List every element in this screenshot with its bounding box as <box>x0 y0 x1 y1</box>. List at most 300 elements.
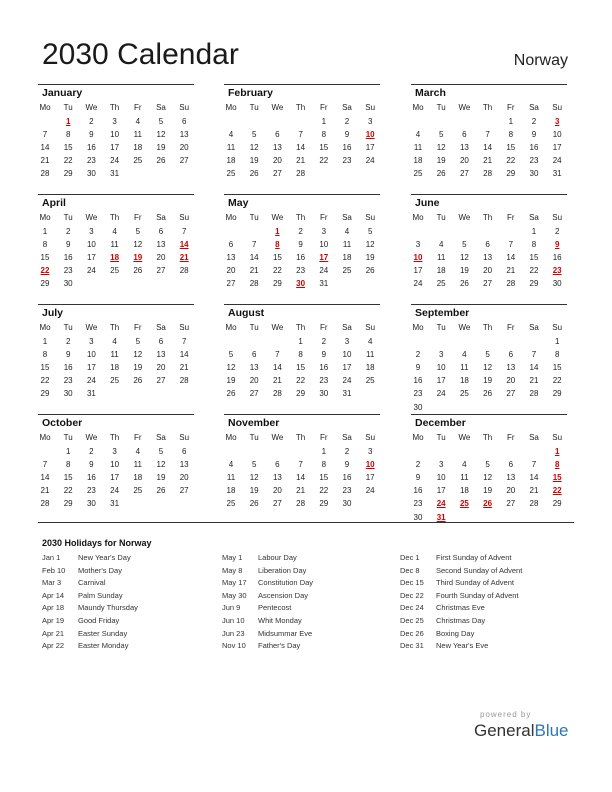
weekday-header: Tu <box>436 103 446 112</box>
day-cell: 1 <box>42 337 48 346</box>
holiday-date: Jun 9 <box>222 603 241 613</box>
holiday-name: Ascension Day <box>258 590 309 600</box>
day-cell: 16 <box>319 363 329 373</box>
day-cell: 29 <box>40 279 50 289</box>
day-cell: 14 <box>529 363 539 373</box>
powered-by-label: powered by <box>480 710 532 719</box>
day-cell: 6 <box>181 117 187 126</box>
divider <box>38 522 574 523</box>
holiday-day: 8 <box>554 460 560 470</box>
weekday-header: Su <box>552 323 563 332</box>
day-cell: 20 <box>156 253 166 263</box>
day-cell: 8 <box>508 130 514 140</box>
month-name: December <box>415 417 466 429</box>
holiday-entry <box>42 616 138 629</box>
weekday-header: Su <box>179 433 190 442</box>
day-cell: 26 <box>459 279 469 289</box>
day-cell: 2 <box>321 337 327 346</box>
day-cell: 12 <box>483 473 493 483</box>
day-cell: 13 <box>179 130 189 140</box>
weekday-header: Fr <box>320 213 328 222</box>
day-cell: 17 <box>86 363 96 373</box>
holiday-day: 9 <box>554 240 560 250</box>
country-name: Norway <box>513 52 568 69</box>
day-cell: 1 <box>508 117 514 126</box>
holiday-day: 18 <box>110 253 120 263</box>
day-cell: 15 <box>63 143 73 153</box>
day-cell: 5 <box>228 350 234 360</box>
day-cell: 18 <box>133 143 143 153</box>
day-cell: 19 <box>459 266 469 276</box>
day-cell: 9 <box>89 130 94 140</box>
day-cell: 15 <box>319 473 329 483</box>
day-cell: 18 <box>133 473 143 483</box>
day-cell: 10 <box>342 350 352 360</box>
day-cell: 13 <box>272 143 282 153</box>
day-cell: 13 <box>179 460 189 470</box>
day-cell: 21 <box>529 376 539 386</box>
weekday-header: We <box>85 433 98 442</box>
day-cell: 20 <box>272 486 282 496</box>
day-cell: 24 <box>365 156 375 166</box>
weekday-header: Mo <box>39 213 51 222</box>
day-cell: 4 <box>228 130 234 140</box>
weekday-header: Sa <box>342 213 352 222</box>
weekday-header: Th <box>109 433 120 442</box>
holiday-entry <box>42 578 138 591</box>
holiday-name: Easter Monday <box>78 641 129 651</box>
day-cell: 15 <box>529 253 539 263</box>
day-cell: 23 <box>319 376 329 386</box>
day-cell: 14 <box>296 143 306 153</box>
day-cell: 28 <box>296 169 306 179</box>
holiday-date: Dec 25 <box>400 615 424 625</box>
weekday-header: Tu <box>249 213 259 222</box>
day-cell: 2 <box>298 227 303 236</box>
holiday-entry <box>400 603 522 616</box>
holiday-day: 31 <box>436 512 446 522</box>
holiday-entry <box>42 603 138 616</box>
day-cell: 3 <box>367 447 373 456</box>
holiday-entry <box>400 566 522 579</box>
day-cell: 10 <box>86 240 96 250</box>
holiday-column <box>400 553 522 654</box>
holiday-name: New Year's Day <box>78 553 131 562</box>
brand-general: General <box>474 721 535 740</box>
day-cell: 19 <box>436 156 446 166</box>
day-cell: 23 <box>296 266 306 276</box>
month-june <box>411 194 567 301</box>
month-december <box>411 414 567 521</box>
day-cell: 17 <box>436 376 446 386</box>
holiday-entry <box>400 641 522 654</box>
day-cell: 23 <box>413 499 423 509</box>
day-cell: 17 <box>342 363 352 373</box>
month-name: November <box>228 417 280 429</box>
month-april <box>38 194 194 301</box>
holiday-entry <box>400 629 522 642</box>
holiday-day: 10 <box>365 130 375 140</box>
weekday-header: Fr <box>134 433 142 442</box>
day-cell: 7 <box>531 460 537 470</box>
day-cell: 20 <box>179 143 189 153</box>
day-cell: 24 <box>436 389 446 399</box>
day-cell: 14 <box>296 473 306 483</box>
day-cell: 26 <box>156 156 166 166</box>
weekday-header: Su <box>552 213 563 222</box>
day-cell: 16 <box>86 143 96 153</box>
day-cell: 2 <box>415 350 421 360</box>
day-cell: 26 <box>436 169 446 179</box>
month-july <box>38 304 194 411</box>
day-cell: 6 <box>275 460 280 470</box>
day-cell: 6 <box>275 130 280 140</box>
day-cell: 12 <box>156 130 166 140</box>
holiday-date: Apr 21 <box>42 628 65 638</box>
holiday-date: Dec 8 <box>400 565 420 575</box>
holiday-entry <box>222 641 313 654</box>
holiday-day: 24 <box>436 499 446 509</box>
months-grid <box>38 84 574 524</box>
weekday-header: Fr <box>134 213 142 222</box>
holiday-entry <box>222 553 313 566</box>
weekday-header: Su <box>365 103 376 112</box>
day-cell: 23 <box>86 156 96 166</box>
holiday-name: Maundy Thursday <box>78 603 138 613</box>
weekday-header: Mo <box>39 433 51 442</box>
weekday-header: Mo <box>225 103 237 112</box>
day-cell: 10 <box>436 363 446 373</box>
generalblue-logo[interactable] <box>474 721 569 741</box>
day-cell: 2 <box>531 117 537 126</box>
month-name: June <box>415 197 440 209</box>
holiday-day: 30 <box>296 279 306 289</box>
day-cell: 12 <box>133 350 143 360</box>
day-cell: 19 <box>249 156 259 166</box>
day-cell: 5 <box>438 130 444 140</box>
day-cell: 1 <box>321 447 327 456</box>
day-cell: 11 <box>437 253 446 263</box>
day-cell: 22 <box>529 266 539 276</box>
day-cell: 9 <box>531 130 537 140</box>
day-cell: 1 <box>65 447 71 456</box>
day-cell: 7 <box>181 337 187 346</box>
weekday-header: We <box>271 323 284 332</box>
holiday-entry <box>222 616 313 629</box>
holiday-day: 10 <box>413 253 423 263</box>
day-cell: 25 <box>133 486 143 496</box>
weekday-header: Su <box>552 103 563 112</box>
day-cell: 30 <box>552 279 562 289</box>
day-cell: 25 <box>226 169 236 179</box>
weekday-header: We <box>271 213 284 222</box>
day-cell: 30 <box>319 389 329 399</box>
holiday-day: 1 <box>275 227 280 236</box>
day-cell: 24 <box>552 156 562 166</box>
holiday-day: 21 <box>179 253 189 263</box>
holiday-name: Third Sunday of Advent <box>436 578 514 588</box>
day-cell: 20 <box>506 376 516 386</box>
day-cell: 6 <box>181 447 187 456</box>
day-cell: 30 <box>529 169 539 179</box>
day-cell: 9 <box>65 240 71 250</box>
day-cell: 9 <box>65 350 71 360</box>
day-cell: 6 <box>508 460 514 470</box>
day-cell: 26 <box>133 376 143 386</box>
day-cell: 30 <box>413 512 423 522</box>
day-cell: 31 <box>342 389 352 399</box>
holiday-date: Dec 1 <box>400 553 420 562</box>
day-cell: 4 <box>462 350 467 360</box>
day-cell: 28 <box>506 279 516 289</box>
weekday-header: Tu <box>249 323 259 332</box>
day-cell: 8 <box>42 240 48 250</box>
day-cell: 20 <box>249 376 259 386</box>
holiday-date: Dec 22 <box>400 590 424 600</box>
holiday-date: Apr 18 <box>42 603 65 613</box>
day-cell: 20 <box>483 266 493 276</box>
day-cell: 3 <box>367 117 373 126</box>
holiday-name: Carnival <box>78 578 106 588</box>
day-cell: 4 <box>112 227 117 236</box>
month-september <box>411 304 567 411</box>
day-cell: 7 <box>485 130 490 140</box>
holiday-entry <box>400 578 522 591</box>
day-cell: 11 <box>342 240 352 250</box>
weekday-header: Tu <box>436 433 446 442</box>
weekday-header: Th <box>295 323 306 332</box>
weekday-header: Su <box>179 103 190 112</box>
day-cell: 19 <box>483 376 493 386</box>
day-cell: 15 <box>63 473 73 483</box>
day-cell: 4 <box>367 337 373 346</box>
weekday-header: Sa <box>529 103 539 112</box>
day-cell: 30 <box>86 499 96 509</box>
day-cell: 19 <box>483 486 493 496</box>
day-cell: 23 <box>86 486 96 496</box>
day-cell: 5 <box>158 117 164 126</box>
day-cell: 21 <box>40 156 50 166</box>
day-cell: 10 <box>110 460 120 470</box>
day-cell: 21 <box>296 486 306 496</box>
month-name: February <box>228 87 273 99</box>
day-cell: 26 <box>365 266 375 276</box>
day-cell: 3 <box>112 447 117 456</box>
weekday-header: Th <box>295 103 306 112</box>
holiday-date: Dec 26 <box>400 628 424 638</box>
day-cell: 8 <box>321 460 327 470</box>
day-cell: 17 <box>365 143 375 153</box>
day-cell: 13 <box>226 253 236 263</box>
weekday-header: Sa <box>342 103 352 112</box>
holiday-entry <box>222 578 313 591</box>
month-name: March <box>415 87 446 99</box>
day-cell: 27 <box>483 279 493 289</box>
day-cell: 29 <box>529 279 539 289</box>
day-cell: 21 <box>296 156 306 166</box>
day-cell: 14 <box>40 473 50 483</box>
holiday-date: Mar 3 <box>42 578 62 588</box>
day-cell: 11 <box>110 240 119 250</box>
day-cell: 19 <box>365 253 375 263</box>
holiday-entry <box>222 629 313 642</box>
weekday-header: Mo <box>412 213 424 222</box>
day-cell: 6 <box>485 240 490 250</box>
day-cell: 22 <box>40 376 50 386</box>
day-cell: 10 <box>86 350 96 360</box>
holiday-entry <box>42 566 138 579</box>
day-cell: 23 <box>63 266 73 276</box>
day-cell: 16 <box>413 376 423 386</box>
day-cell: 25 <box>133 156 143 166</box>
day-cell: 3 <box>89 227 94 236</box>
weekday-header: Sa <box>156 323 166 332</box>
weekday-header: Fr <box>134 323 142 332</box>
day-cell: 22 <box>319 156 329 166</box>
day-cell: 7 <box>298 130 303 140</box>
weekday-header: We <box>85 323 98 332</box>
day-cell: 2 <box>415 460 421 470</box>
day-cell: 12 <box>436 143 446 153</box>
day-cell: 4 <box>344 227 350 236</box>
day-cell: 20 <box>272 156 282 166</box>
day-cell: 28 <box>529 389 539 399</box>
day-cell: 21 <box>40 486 50 496</box>
holiday-day: 3 <box>554 117 560 126</box>
day-cell: 20 <box>156 363 166 373</box>
holiday-name: Constitution Day <box>258 578 314 588</box>
day-cell: 25 <box>413 169 423 179</box>
holiday-day: 22 <box>40 266 50 276</box>
day-cell: 19 <box>133 363 143 373</box>
holiday-day: 1 <box>65 117 71 126</box>
day-cell: 20 <box>459 156 469 166</box>
day-cell: 28 <box>179 266 189 276</box>
weekday-header: Tu <box>436 213 446 222</box>
day-cell: 28 <box>483 169 493 179</box>
day-cell: 29 <box>272 279 282 289</box>
day-cell: 4 <box>135 447 141 456</box>
day-cell: 31 <box>552 169 562 179</box>
day-cell: 23 <box>63 376 73 386</box>
day-cell: 30 <box>342 499 352 509</box>
holiday-date: Feb 10 <box>42 565 66 575</box>
day-cell: 7 <box>251 240 257 250</box>
day-cell: 11 <box>226 473 236 483</box>
day-cell: 17 <box>413 266 423 276</box>
day-cell: 26 <box>249 499 259 509</box>
day-cell: 11 <box>413 143 423 153</box>
weekday-header: Su <box>365 433 376 442</box>
day-cell: 9 <box>298 240 303 250</box>
day-cell: 29 <box>40 389 50 399</box>
day-cell: 18 <box>226 486 236 496</box>
day-cell: 16 <box>86 473 96 483</box>
holiday-date: Nov 10 <box>222 641 246 651</box>
weekday-header: Mo <box>225 433 237 442</box>
day-cell: 21 <box>179 363 189 373</box>
holiday-name: Labour Day <box>258 553 297 562</box>
day-cell: 7 <box>531 350 537 360</box>
weekday-header: Mo <box>225 323 237 332</box>
day-cell: 9 <box>415 473 421 483</box>
day-cell: 9 <box>344 130 350 140</box>
day-cell: 25 <box>436 279 446 289</box>
day-cell: 12 <box>365 240 375 250</box>
month-name: July <box>42 307 64 319</box>
day-cell: 24 <box>86 266 96 276</box>
holiday-date: May 1 <box>222 553 243 562</box>
weekday-header: Mo <box>39 103 51 112</box>
month-may <box>224 194 380 301</box>
weekday-header: Fr <box>320 103 328 112</box>
day-cell: 27 <box>156 376 166 386</box>
day-cell: 22 <box>552 376 562 386</box>
day-cell: 1 <box>531 227 537 236</box>
day-cell: 29 <box>296 389 306 399</box>
weekday-header: Th <box>109 103 120 112</box>
day-cell: 10 <box>319 240 329 250</box>
day-cell: 20 <box>179 473 189 483</box>
day-cell: 16 <box>63 253 73 263</box>
day-cell: 19 <box>156 473 166 483</box>
month-october <box>38 414 194 521</box>
day-cell: 14 <box>249 253 259 263</box>
holiday-date: Dec 31 <box>400 641 424 651</box>
day-cell: 23 <box>342 486 352 496</box>
day-cell: 25 <box>459 389 469 399</box>
day-cell: 29 <box>319 499 329 509</box>
holiday-entry <box>400 591 522 604</box>
weekday-header: Tu <box>249 103 259 112</box>
day-cell: 18 <box>226 156 236 166</box>
day-cell: 3 <box>112 117 117 126</box>
holiday-day: 14 <box>179 240 189 250</box>
holiday-name: First Sunday of Advent <box>436 553 512 562</box>
day-cell: 18 <box>342 253 352 263</box>
weekday-header: Su <box>365 213 376 222</box>
day-cell: 16 <box>529 143 539 153</box>
day-cell: 13 <box>156 350 166 360</box>
day-cell: 10 <box>110 130 120 140</box>
day-cell: 12 <box>483 363 493 373</box>
day-cell: 6 <box>508 350 514 360</box>
day-cell: 31 <box>110 169 120 179</box>
day-cell: 29 <box>63 499 73 509</box>
month-february <box>224 84 380 191</box>
day-cell: 24 <box>110 486 120 496</box>
weekday-header: Mo <box>412 433 424 442</box>
day-cell: 18 <box>110 363 120 373</box>
day-cell: 23 <box>413 389 423 399</box>
brand-blue: Blue <box>534 721 569 740</box>
day-cell: 5 <box>251 130 257 140</box>
day-cell: 15 <box>319 143 329 153</box>
day-cell: 11 <box>226 143 236 153</box>
holiday-entry <box>222 603 313 616</box>
day-cell: 5 <box>462 240 467 250</box>
day-cell: 8 <box>554 350 560 360</box>
holiday-entry <box>42 553 138 566</box>
weekday-header: Tu <box>63 213 73 222</box>
holiday-date: Apr 14 <box>42 590 65 600</box>
weekday-header: Fr <box>320 433 328 442</box>
holiday-name: Good Friday <box>78 615 120 625</box>
holiday-date: Jan 1 <box>42 553 61 562</box>
holiday-day: 25 <box>459 499 469 509</box>
weekday-header: We <box>458 433 471 442</box>
day-cell: 16 <box>413 486 423 496</box>
